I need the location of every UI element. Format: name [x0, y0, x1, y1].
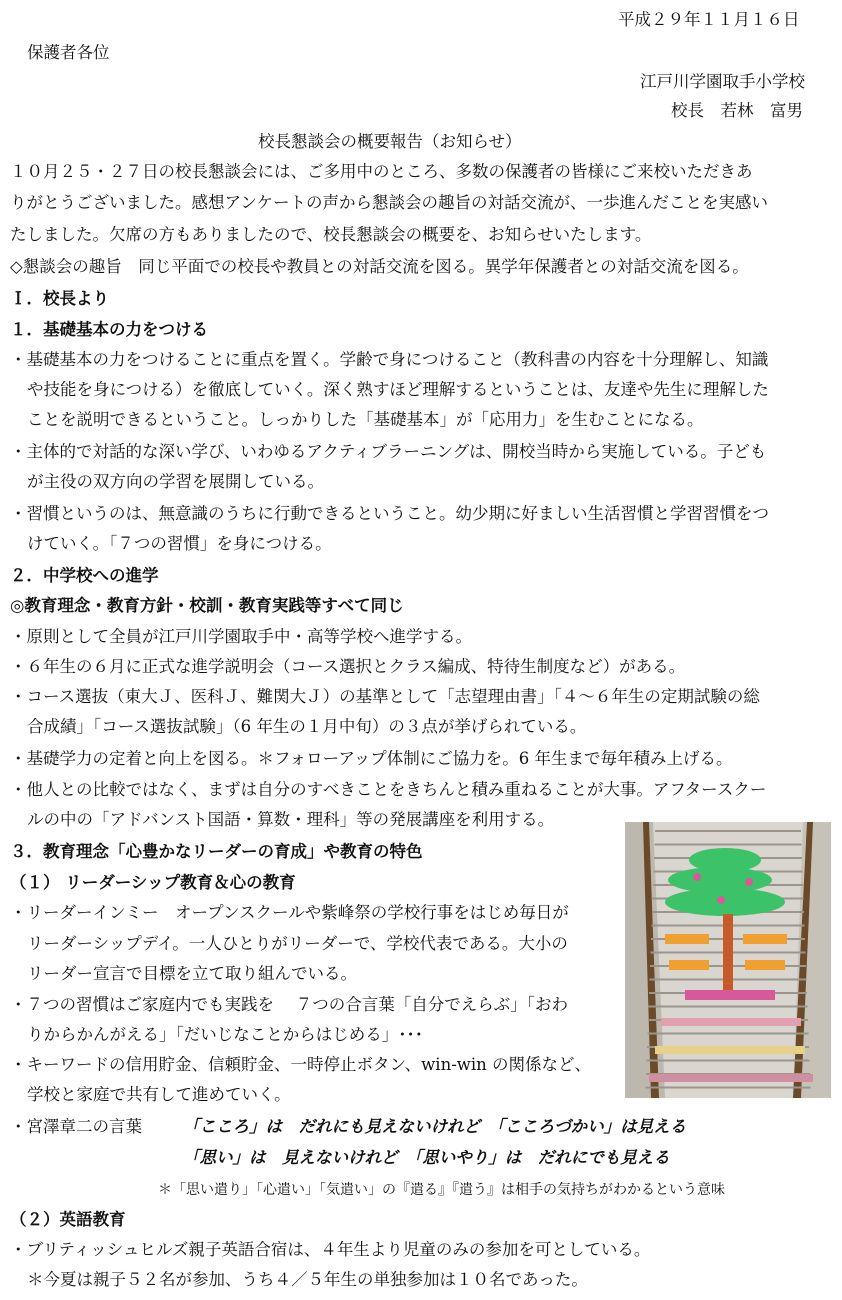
- body-line: 合成績」「コース選抜試験」（6 年生の１月中旬）の３点が挙げられている。: [27, 717, 587, 736]
- stair-tread: [655, 830, 801, 832]
- part-heading: （１） リーダーシップ教育＆心の教育: [10, 873, 296, 892]
- recipient: 保護者各位: [27, 43, 110, 62]
- school-name: 江戸川学園取手小学校: [640, 72, 805, 91]
- body-line: ・原則として全員が江戸川学園取手中・高等学校へ進学する。: [10, 627, 472, 646]
- date: 平成２９年１１月１６日: [618, 10, 800, 29]
- staircase-illustration: [625, 822, 831, 1098]
- body-line: ことを説明できるということ。しっかりした「基礎基本」が「応用力」を生むことになる。: [27, 410, 704, 429]
- body-line: りからかんがえる」「だいじなことからはじめる」･･･: [27, 1025, 423, 1044]
- stair-tread: [655, 844, 802, 846]
- principal-name: 校長 若林 富男: [671, 101, 803, 120]
- stair-tread: [647, 1060, 810, 1062]
- body-line: リーダー宣言で目標を立て取り組んでいる。: [27, 964, 357, 983]
- purpose-line: ◇懇談会の趣旨 同じ平面での校長や教員との対話交流を図る。異学年保護者との対話交流を図る。: [10, 257, 749, 276]
- body-line: 学校と家庭で共有して進めていく。: [27, 1085, 291, 1104]
- subsection-heading: ２．中学校への進学: [10, 566, 159, 585]
- body-line: や技能を身につける）を徹底していく。深く熟すほど理解するということは、友達や先生に理解した: [27, 380, 769, 399]
- quote-line: 「こころ」は だれにも見えないけれど 「こころづかい」は見える: [183, 1117, 687, 1136]
- part-heading: （２）英語教育: [10, 1210, 126, 1229]
- subsection-heading: １．基礎基本の力をつける: [10, 320, 208, 339]
- note-line: ＊「思い遣り」「心遣い」「気遣い」の『遣る』『遣う』は相手の気持ちがわかるという意味: [158, 1182, 725, 1198]
- section-heading: Ｉ．校長より: [10, 289, 109, 308]
- quote-label: ・宮澤章二の言葉: [10, 1117, 142, 1136]
- body-line: ・リーダーインミー オープンスクールや紫峰祭の学校行事をはじめ毎日が: [10, 903, 569, 922]
- body-line: ・７つの習慣はご家庭内でも実践を ７つの合言葉「自分でえらぶ」「おわ: [10, 995, 568, 1014]
- stair-tread: [648, 1033, 809, 1035]
- stair-tread: [649, 1006, 808, 1008]
- body-line: けていく。「７つの習慣」を身につける。: [27, 534, 332, 553]
- body-line: ・キーワードの信用貯金、信頼貯金、一時停止ボタン、win-win の関係など、: [10, 1055, 592, 1074]
- body-line: リーダーシップデイ。一人ひとりがリーダーで、学校代表である。大小の: [27, 934, 568, 953]
- body-line: ・他人との比較ではなく、まずは自分のすべきことをきちんと積み重ねることが大事。アフタースクー: [10, 780, 767, 799]
- body-line: ・主体的で対話的な深い学び、いわゆるアクティブラーニングは、開校当時から実施している。子ども: [10, 442, 767, 461]
- body-line: ・基礎学力の定着と向上を図る。＊フォローアップ体制にご協力を。6 年生まで毎年積み上げる。: [10, 749, 733, 768]
- intro-line: たしました。欠席の方もありましたので、校長懇談会の概要を、お知らせいたします。: [10, 225, 652, 244]
- body-line: ・習慣というのは、無意識のうちに行動できるということ。幼少期に好ましい生活習慣と学習習慣をつ: [10, 504, 769, 523]
- intro-line: １０月２５・２７日の校長懇談会には、ご多用中のところ、多数の保護者の皆様にご来校いただきあ: [10, 162, 753, 181]
- body-line: ・基礎基本の力をつけることに重点を置く。学齢で身につけること（教科書の内容を十分理解し、知識: [10, 350, 769, 369]
- staircase-photo: [625, 822, 831, 1098]
- intro-line: りがとうございました。感想アンケートの声から懇談会の趣旨の対話交流が、一歩進んだことを実感い: [10, 193, 769, 212]
- body-line: ・コース選抜（東大Ｊ、医科Ｊ、難関大Ｊ）の基準として「志望理由書」「４～６年生の定期試験の総: [10, 687, 760, 706]
- subsection-heading: ３．教育理念「心豊かなリーダーの育成」や教育の特色: [10, 842, 423, 861]
- document-title: 校長懇談会の概要報告（お知らせ）: [258, 132, 522, 151]
- emphasis-line: ◎教育理念・教育方針・校訓・教育実践等すべて同じ: [10, 596, 404, 615]
- body-line: ・ブリティッシュヒルズ親子英語合宿は、４年生より児童のみの参加を可としている。: [10, 1240, 651, 1259]
- stair-tread: [646, 1087, 811, 1089]
- quote-line: 「思い」は 見えないけれど 「思いやり」は だれにでも見える: [183, 1148, 670, 1167]
- body-line: ・６年生の６月に正式な進学説明会（コース選択とクラス編成、特待生制度など）がある。: [10, 657, 686, 676]
- body-line: ルの中の「アドバンスト国語・算数・理科」等の発展講座を利用する。: [27, 810, 555, 829]
- body-line: が主役の双方向の学習を展開している。: [27, 472, 324, 491]
- body-line: ＊今夏は親子５２名が参加、うち４／５年生の単独参加は１０名であった。: [27, 1270, 588, 1289]
